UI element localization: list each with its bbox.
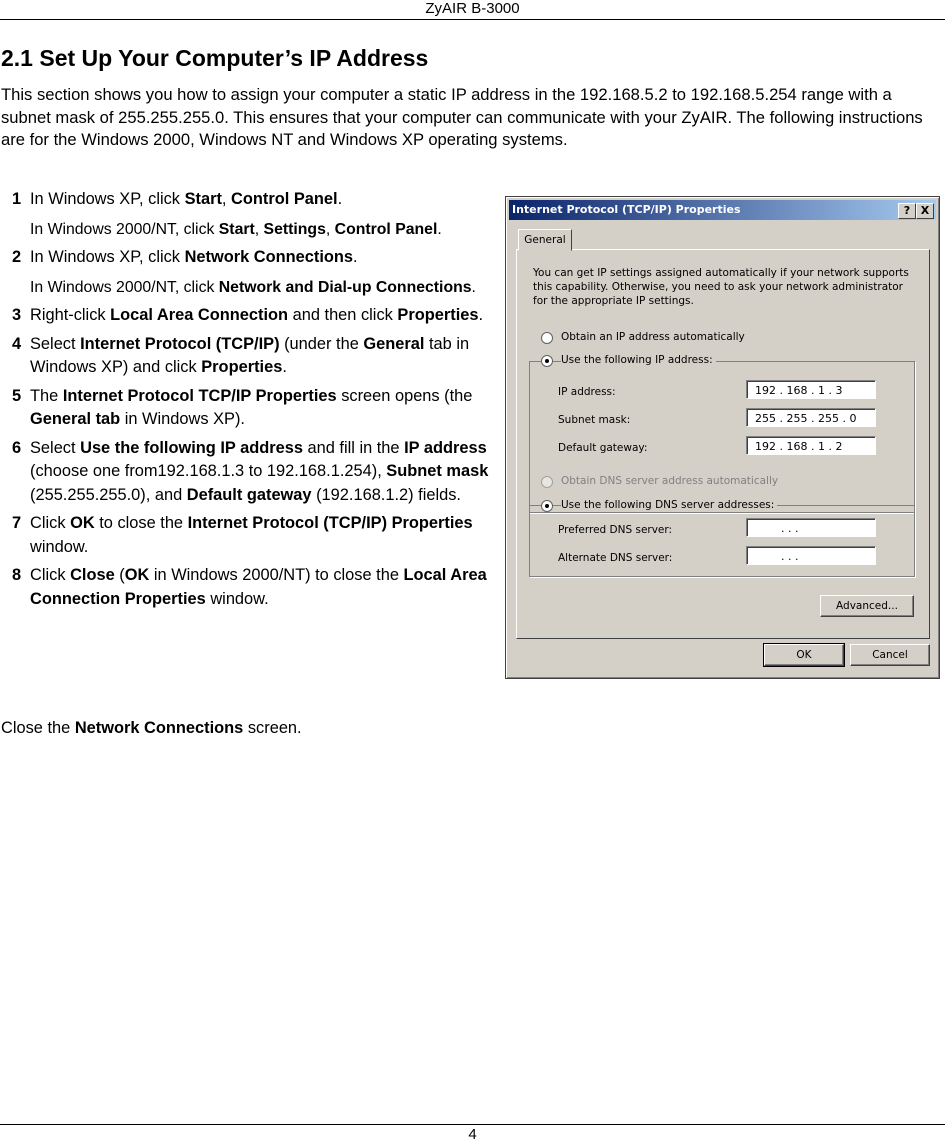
bold-term: Properties [397,306,479,324]
step-5 [12,385,492,432]
step-number: 4 [12,334,22,353]
step-4 [12,333,492,380]
bold-term: Start [218,220,255,238]
auto-ip-label[interactable]: Obtain an IP address automatically [561,331,745,343]
ip-address-label: IP address: [558,386,616,398]
step-number: 1 [12,190,22,208]
page-number: 4 [468,1126,477,1143]
bold-term: Close [70,566,115,584]
step-number: 8 [12,566,22,584]
close-button[interactable]: X [916,203,934,219]
step-text: Right-click Local Area Connection and then click Properties. [30,306,484,324]
tcpip-properties-dialog [505,196,940,679]
ip-address-field[interactable]: 192 . 168 . 1 . 3 [746,380,876,399]
bold-term: OK [70,514,95,532]
bold-term: Settings [263,220,326,238]
cancel-button[interactable]: Cancel [850,644,930,666]
bold-term: General [363,334,425,353]
step-alt-text: In Windows 2000/NT, click Start, Settings, Control Panel. [30,220,442,238]
bold-term: IP address [404,438,487,457]
step-6 [12,437,492,508]
preferred-dns-field[interactable]: . . . [746,518,876,537]
bold-term: Subnet mask [386,462,489,480]
step-text: Select Internet Protocol (TCP/IP) (under the General tab in Windows XP) and click Properties. [30,334,470,376]
bold-term: Network and Dial-up Connections [218,278,472,296]
step-number: 7 [12,514,22,532]
step-number: 2 [12,248,22,266]
static-dns-group [529,505,915,577]
step-text: Select Use the following IP address and fill in the IP address (choose one from192.168.1.3 to 192.168.1.254), Subnet mask (255.255.255.0), and Default gateway (192.168.1.2) fields. [30,438,489,504]
subnet-mask-field[interactable]: 255 . 255 . 255 . 0 [746,408,876,427]
static-ip-radio[interactable] [541,355,553,367]
auto-dns-label[interactable]: Obtain DNS server address automatically [561,475,779,487]
page-footer [0,1124,945,1144]
step-text: Click Close (OK in Windows 2000/NT) to close the Local Area Connection Properties window. [30,566,487,608]
bold-term: Network Connections [184,248,354,266]
closing-sentence: Close the Network Connections screen. [1,719,302,737]
subnet-mask-label: Subnet mask: [558,414,631,426]
bold-term: Internet Protocol (TCP/IP) [80,334,280,353]
step-8 [12,564,492,611]
auto-ip-radio[interactable] [541,332,553,344]
bold-term: OK [124,566,150,584]
step-1 [12,188,492,241]
step-alt-text: In Windows 2000/NT, click Network and Dial-up Connections. [30,278,476,296]
product-name: ZyAIR B-3000 [425,0,520,17]
step-text: In Windows XP, click Start, Control Panel. [30,190,343,208]
step-number: 3 [12,306,22,324]
static-dns-radio[interactable] [541,500,553,512]
auto-dns-radio[interactable] [541,476,553,488]
step-number: 6 [12,438,22,457]
alternate-dns-field[interactable]: . . . [746,546,876,565]
info-text: You can get IP settings assigned automatically if your network supports this capability. Otherwise, you need to ask your network administrator for the appropriate IP settings. [533,267,909,307]
general-tab-panel [516,249,930,639]
bold-term: General tab [30,410,121,428]
intro-paragraph: This section shows you how to assign your computer a static IP address in the 192.168.5.2 to 192.168.5.254 range with a subnet mask of 255.255.255.0. This ensures that your computer can communicate with your ZyAIR. The following instructions are for the Windows 2000, Windows NT and Windows XP operating systems. [1,85,923,149]
bold-term: Start [184,190,222,208]
page-header [0,0,945,20]
dialog-title: Internet Protocol (TCP/IP) Properties [512,203,741,216]
section-title: 2.1 Set Up Your Computer’s IP Address [1,45,429,71]
tab-general[interactable]: General [518,229,572,251]
bold-term: Use the following IP address [80,438,303,457]
step-text: The Internet Protocol TCP/IP Properties screen opens (the General tab in Windows XP). [30,386,473,428]
step-7 [12,512,492,559]
step-3 [12,304,492,328]
step-text: In Windows XP, click Network Connections. [30,248,358,266]
dialog-titlebar [509,200,936,220]
default-gateway-label: Default gateway: [558,442,648,454]
bold-term: Internet Protocol (TCP/IP) Properties [187,514,473,532]
bold-term: Network Connections [74,719,244,737]
step-2 [12,246,492,299]
step-text: Click OK to close the Internet Protocol (TCP/IP) Properties window. [30,514,473,556]
steps-list [12,188,492,616]
ok-button[interactable]: OK [764,644,844,666]
bold-term: Local Area Connection Properties [30,566,487,608]
bold-term: Control Panel [231,190,338,208]
bold-term: Default gateway [186,485,312,504]
static-dns-label[interactable]: Use the following DNS server addresses: [561,499,777,511]
advanced-button[interactable]: Advanced... [820,595,914,617]
static-ip-label[interactable]: Use the following IP address: [561,354,716,366]
bold-term: Local Area Connection [110,306,289,324]
alternate-dns-label: Alternate DNS server: [558,552,673,564]
bold-term: Control Panel [334,220,438,238]
static-ip-group [529,361,915,513]
bold-term: Properties [201,358,283,376]
help-button[interactable]: ? [898,203,916,219]
default-gateway-field[interactable]: 192 . 168 . 1 . 2 [746,436,876,455]
preferred-dns-label: Preferred DNS server: [558,524,673,536]
bold-term: Internet Protocol TCP/IP Properties [62,386,337,405]
step-number: 5 [12,386,22,405]
